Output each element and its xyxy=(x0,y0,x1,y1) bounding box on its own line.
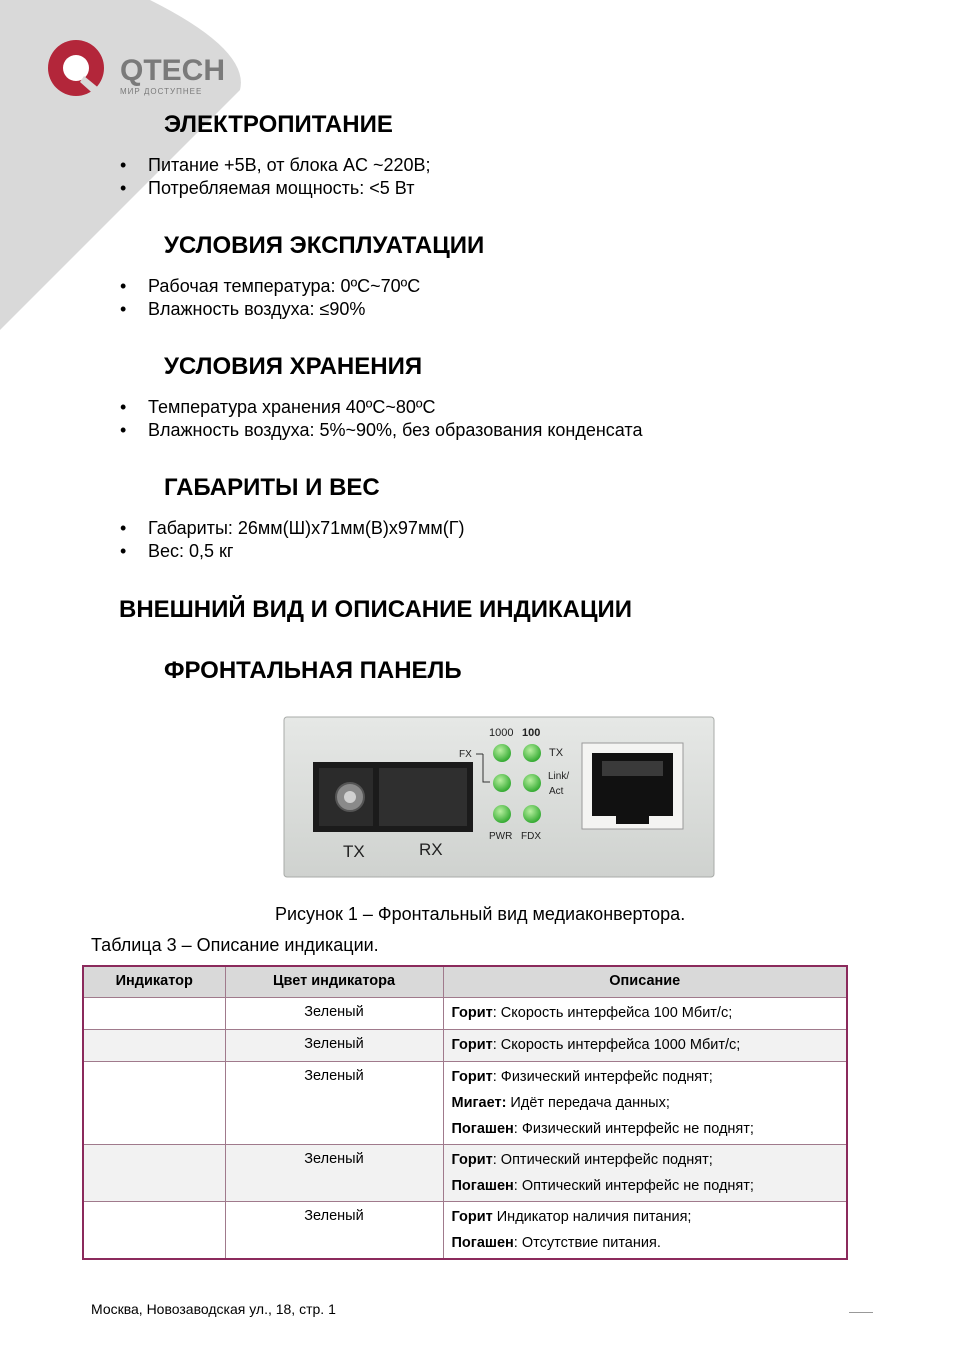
dimensions-list xyxy=(120,517,464,563)
speed-100-label: 100 xyxy=(522,727,541,739)
description-cell: Горит: Скорость интерфейса 1000 Мбит/с; xyxy=(443,1030,847,1062)
section-dimensions-title: ГАБАРИТЫ И ВЕС xyxy=(164,474,380,501)
act-label: Act xyxy=(549,786,564,797)
led-100 xyxy=(523,744,541,762)
section-storage-title: УСЛОВИЯ ХРАНЕНИЯ xyxy=(164,353,423,380)
description-cell: Горит: Оптический интерфейс поднят; Погашен: Оптический интерфейс не поднят; xyxy=(443,1145,847,1202)
led-fdx xyxy=(523,805,541,823)
color-cell: Зеленый xyxy=(225,1145,443,1202)
tx-led-label: TX xyxy=(549,747,564,759)
indicator-cell xyxy=(83,998,225,1030)
section-power-title: ЭЛЕКТРОПИТАНИЕ xyxy=(164,111,393,138)
link-label: Link/ xyxy=(548,771,570,782)
color-cell: Зеленый xyxy=(225,998,443,1030)
indicator-cell xyxy=(83,1145,225,1202)
list-item: • Вес: 0,5 кг xyxy=(120,540,464,563)
led-pwr xyxy=(493,805,511,823)
description-cell: Горит Индикатор наличия питания; Погашен: Отсутствие питания. xyxy=(443,1202,847,1260)
list-item: • Потребляемая мощность: <5 Вт xyxy=(120,177,431,200)
tx-port-label: TX xyxy=(343,842,365,861)
storage-list xyxy=(120,396,642,442)
qtech-logo xyxy=(40,34,230,100)
list-item: • Габариты: 26мм(Ш)x71мм(В)x97мм(Г) xyxy=(120,517,464,540)
section-operating-title: УСЛОВИЯ ЭКСПЛУАТАЦИИ xyxy=(164,232,485,259)
footer-address: Москва, Новозаводская ул., 18, стр. 1 xyxy=(91,1301,336,1317)
led-1000 xyxy=(493,744,511,762)
color-cell: Зеленый xyxy=(225,1202,443,1260)
power-list xyxy=(120,154,431,200)
list-item: • Температура хранения 40ºC~80ºC xyxy=(120,396,642,419)
table-row xyxy=(83,1202,847,1260)
table-row xyxy=(83,1030,847,1062)
fdx-label: FDX xyxy=(521,831,541,842)
figure-caption: Рисунок 1 – Фронтальный вид медиаконвертора. xyxy=(275,904,686,924)
header-indicator: Индикатор xyxy=(83,966,225,998)
pwr-label: PWR xyxy=(489,831,513,842)
indicator-cell xyxy=(83,1202,225,1260)
operating-list xyxy=(120,275,420,321)
footer-divider xyxy=(849,1312,873,1313)
header-color: Цвет индикатора xyxy=(225,966,443,998)
table-caption: Таблица 3 – Описание индикации. xyxy=(91,935,379,955)
indicator-table xyxy=(82,965,848,1260)
table-row xyxy=(83,998,847,1030)
led-link-act xyxy=(523,774,541,792)
color-cell: Зеленый xyxy=(225,1062,443,1145)
indicator-cell xyxy=(83,1062,225,1145)
description-cell: Горит: Физический интерфейс поднят; Мигает: Идёт передача данных; Погашен: Физический интерфейс не поднят; xyxy=(443,1062,847,1145)
description-cell: Горит: Скорость интерфейса 100 Мбит/с; xyxy=(443,998,847,1030)
list-item: • Питание +5В, от блока AC ~220В; xyxy=(120,154,431,177)
indicator-cell xyxy=(83,1030,225,1062)
list-item: • Рабочая температура: 0ºC~70ºC xyxy=(120,275,420,298)
front-panel-figure xyxy=(283,716,715,878)
table-header-row xyxy=(83,966,847,998)
header-description: Описание xyxy=(443,966,847,998)
led-fx-link xyxy=(493,774,511,792)
table-row xyxy=(83,1145,847,1202)
speed-1000-label: 1000 xyxy=(489,727,514,739)
fx-label: FX xyxy=(459,749,472,760)
section-appearance-title: ВНЕШНИЙ ВИД И ОПИСАНИЕ ИНДИКАЦИИ xyxy=(119,596,632,623)
list-item: • Влажность воздуха: ≤90% xyxy=(120,298,420,321)
section-front-panel-title: ФРОНТАЛЬНАЯ ПАНЕЛЬ xyxy=(164,657,462,684)
rx-port-label: RX xyxy=(419,840,443,859)
list-item: • Влажность воздуха: 5%~90%, без образования конденсата xyxy=(120,419,642,442)
logo-name: QTECH xyxy=(120,54,225,87)
logo-tagline: МИР ДОСТУПНЕЕ xyxy=(120,87,203,96)
table-row xyxy=(83,1062,847,1145)
color-cell: Зеленый xyxy=(225,1030,443,1062)
